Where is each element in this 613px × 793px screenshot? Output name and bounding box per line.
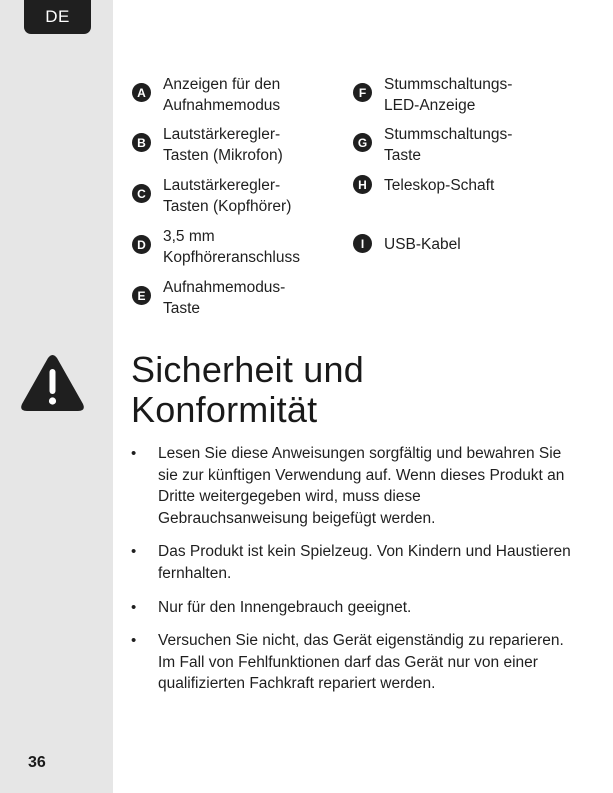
legend-item-c <box>132 175 291 217</box>
safety-bullet-list <box>131 443 571 707</box>
bullet-item: • Lesen Sie diese Anweisungen sorgfältig und bewahren Sie sie zur künftigen Verwendung auf. Wenn dieses Produkt an Dritte weitergegeben wird, muss diese Gebrauchsanweisung beigefügt werden. <box>131 443 571 529</box>
legend-item-e <box>132 277 285 319</box>
legend-item-d <box>132 226 300 268</box>
letter-badge: B <box>132 133 151 152</box>
legend-item-f <box>353 74 512 116</box>
letter-badge: E <box>132 286 151 305</box>
sidebar <box>0 0 113 793</box>
letter-badge: D <box>132 235 151 254</box>
letter-badge: H <box>353 175 372 194</box>
legend-item-label: Stummschaltungs- LED-Anzeige <box>384 76 513 114</box>
legend-item-label: Aufnahmemodus- Taste <box>163 279 286 317</box>
legend-item-g <box>353 124 512 166</box>
bullet-item: • Versuchen Sie nicht, das Gerät eigenständig zu reparieren. Im Fall von Fehlfunktionen darf das Gerät nur von einer qualifizierten Fachkraft repariert werden. <box>131 630 571 695</box>
page-number: 36 <box>28 754 46 771</box>
legend-item-b <box>132 124 283 166</box>
letter-badge: F <box>353 83 372 102</box>
language-tab: DE <box>24 0 91 34</box>
parts-legend <box>132 74 592 324</box>
bullet-item: • Das Produkt ist kein Spielzeug. Von Kindern und Haustieren fernhalten. <box>131 541 571 584</box>
bullet-item: • Nur für den Innengebrauch geeignet. <box>131 597 571 619</box>
warning-triangle-icon <box>19 353 86 413</box>
legend-item-label: Stummschaltungs- Taste <box>384 126 513 164</box>
letter-badge: G <box>353 133 372 152</box>
legend-item-label: USB-Kabel <box>384 236 461 253</box>
section-title: Sicherheit und Konformität <box>131 349 364 430</box>
legend-item-h <box>353 175 494 196</box>
legend-item-a <box>132 74 280 116</box>
letter-badge: A <box>132 83 151 102</box>
legend-item-label: Lautstärkeregler- Tasten (Kopfhörer) <box>163 177 292 215</box>
legend-item-label: Anzeigen für den Aufnahmemodus <box>163 76 281 114</box>
legend-item-i <box>353 234 461 255</box>
letter-badge: C <box>132 184 151 203</box>
legend-item-label: 3,5 mm Kopfhöreranschluss <box>163 228 300 266</box>
letter-badge: I <box>353 234 372 253</box>
legend-item-label: Lautstärkeregler- Tasten (Mikrofon) <box>163 126 283 164</box>
legend-item-label: Teleskop-Schaft <box>384 177 495 194</box>
